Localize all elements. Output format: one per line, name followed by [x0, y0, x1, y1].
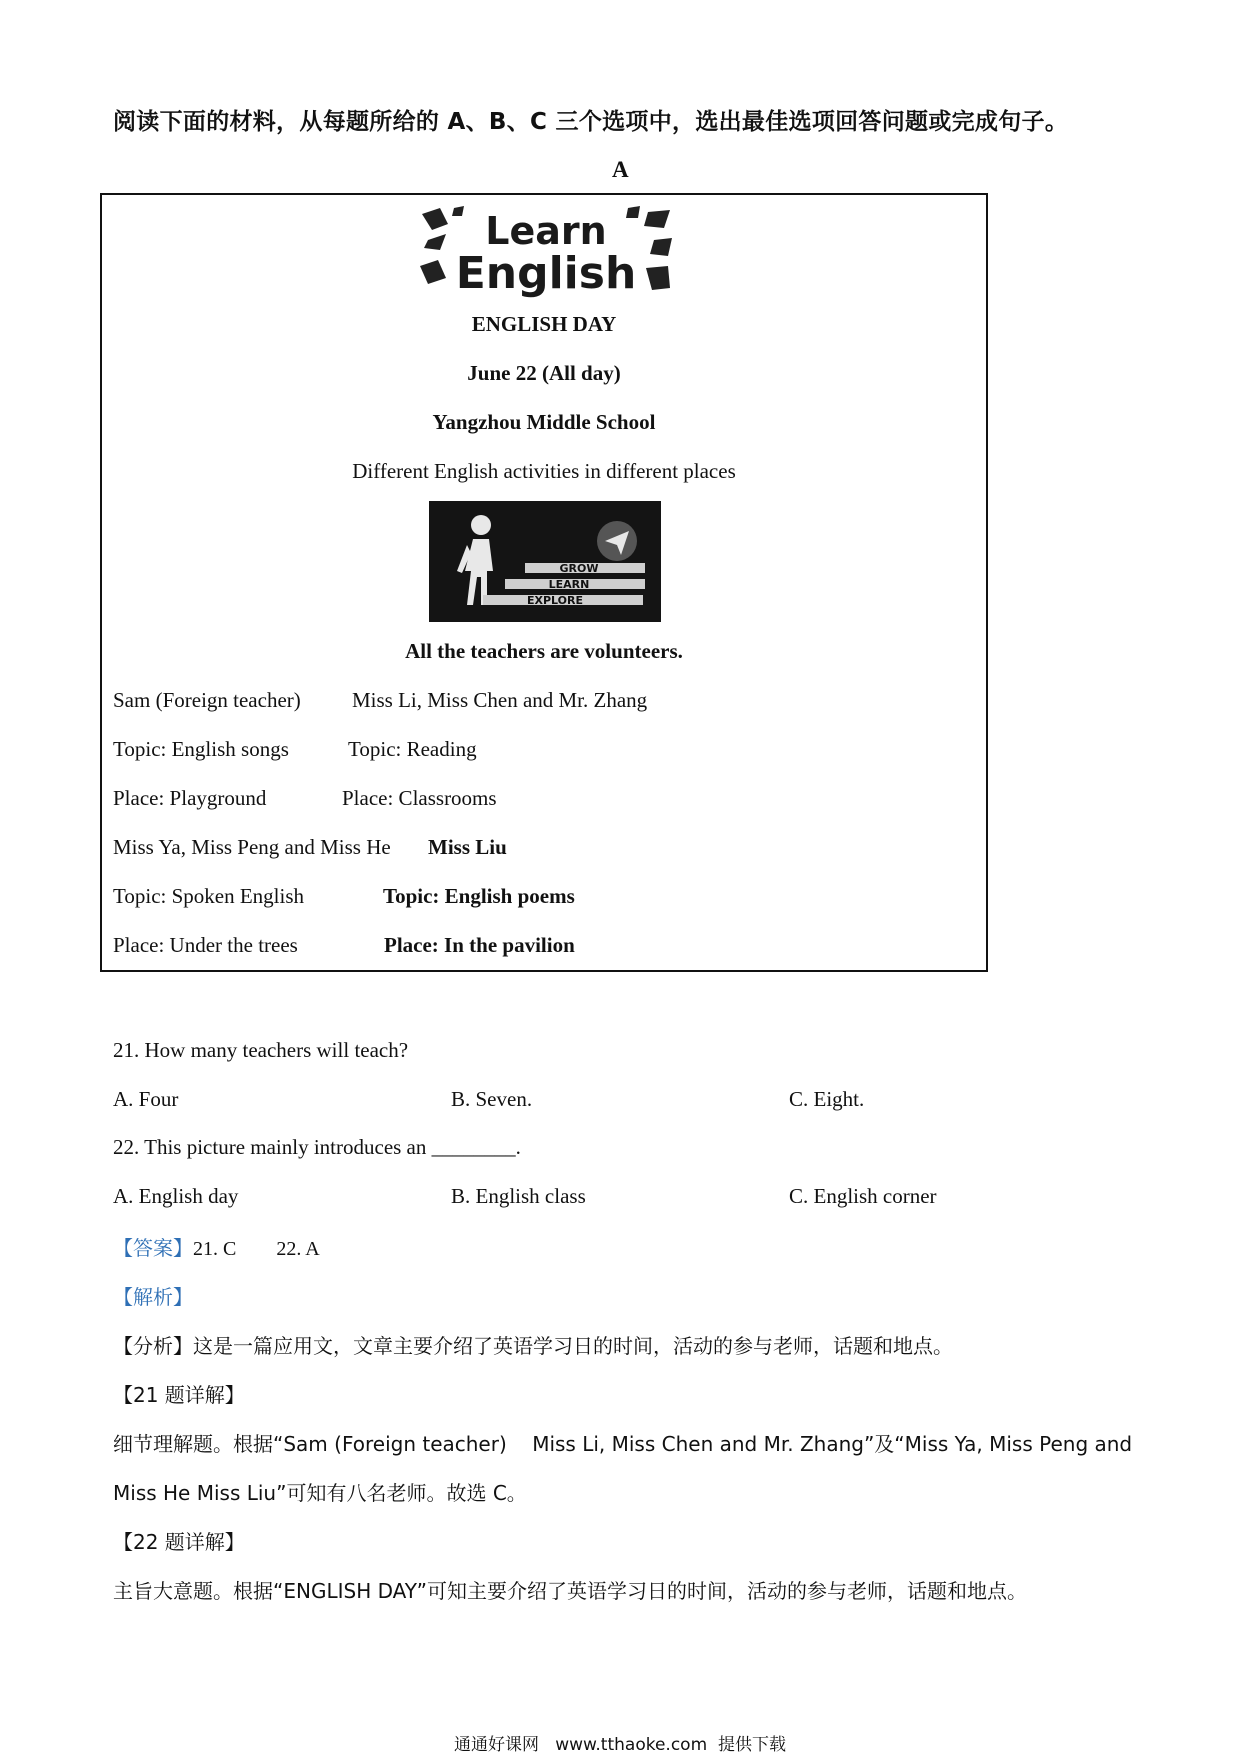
row5-right: Topic: English poems	[383, 884, 575, 908]
row2-left: Topic: English songs	[113, 737, 289, 761]
learn-english-logo	[418, 204, 676, 298]
analysis-label: 【解析】	[113, 1285, 193, 1309]
logo-line1: Learn	[485, 209, 607, 253]
row5-left: Topic: Spoken English	[113, 884, 305, 908]
detail21-label: 【21 题详解】	[113, 1383, 245, 1407]
row1-right: Miss Li, Miss Chen and Mr. Zhang	[352, 688, 648, 712]
answer-line	[113, 1232, 320, 1261]
image-word-grow: GROW	[559, 562, 599, 575]
detail22-line1: 主旨大意题。根据“ENGLISH DAY”可知主要介绍了英语学习日的时间，活动的参与老师，话题和地点。	[113, 1579, 1027, 1603]
footer: 通通好课网 www.tthaoke.com 提供下载	[454, 1735, 786, 1755]
poster-subtitle: Different English activities in different places	[352, 459, 736, 483]
row3-right: Place: Classrooms	[342, 786, 497, 810]
grow-learn-explore-image	[429, 501, 661, 622]
q21-option-b[interactable]: B. Seven.	[451, 1087, 533, 1111]
answer-text: 21. C 22. A	[193, 1238, 320, 1260]
q21-option-c[interactable]: C. Eight.	[789, 1087, 865, 1111]
q21-option-a[interactable]: A. Four	[113, 1087, 179, 1111]
question-21: 21. How many teachers will teach?	[113, 1038, 409, 1062]
q22-option-c[interactable]: C. English corner	[789, 1184, 937, 1208]
instruction: 阅读下面的材料，从每题所给的 A、B、C 三个选项中，选出最佳选项回答问题或完成句子。	[113, 109, 1069, 135]
analysis-summary: 【分析】这是一篇应用文，文章主要介绍了英语学习日的时间，活动的参与老师，话题和地点。	[113, 1334, 953, 1358]
detail22-label: 【22 题详解】	[113, 1530, 245, 1554]
section-label: A	[612, 157, 629, 182]
row4-right: Miss Liu	[428, 835, 507, 859]
row6-right: Place: In the pavilion	[384, 933, 575, 957]
q22-option-b[interactable]: B. English class	[451, 1184, 586, 1208]
row6-left: Place: Under the trees	[113, 933, 298, 957]
question-22: 22. This picture mainly introduces an ________.	[113, 1135, 521, 1159]
image-word-explore: EXPLORE	[526, 594, 584, 607]
row1-left: Sam (Foreign teacher)	[113, 688, 301, 712]
poster-school: Yangzhou Middle School	[432, 410, 656, 434]
volunteers-note: All the teachers are volunteers.	[405, 639, 683, 663]
poster-title: ENGLISH DAY	[471, 312, 617, 336]
image-word-learn: LEARN	[548, 578, 590, 591]
logo-line2: English	[455, 248, 637, 298]
q22-option-a[interactable]: A. English day	[113, 1184, 239, 1208]
row3-left: Place: Playground	[113, 786, 267, 810]
poster-date: June 22 (All day)	[467, 361, 621, 385]
detail21-line1: 细节理解题。根据“Sam (Foreign teacher) Miss Li, Miss Chen and Mr. Zhang”及“Miss Ya, Miss Peng and	[113, 1432, 1133, 1456]
detail21-line2: Miss He Miss Liu”可知有八名老师。故选 C。	[113, 1481, 527, 1505]
answer-label: 【答案】	[113, 1236, 193, 1260]
row2-right: Topic: Reading	[348, 737, 477, 761]
row4-left: Miss Ya, Miss Peng and Miss He	[113, 835, 391, 859]
